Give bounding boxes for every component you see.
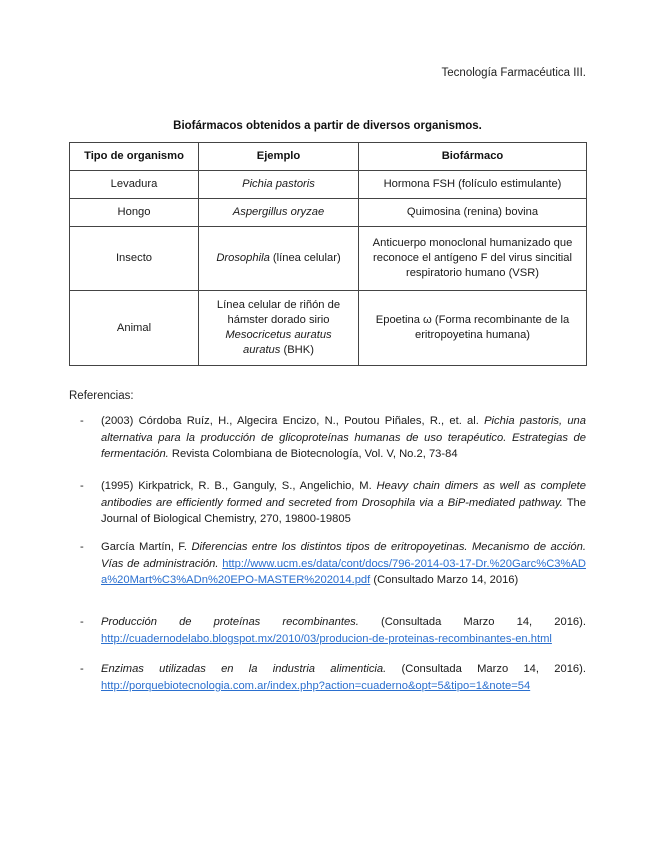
reference-source: The Journal of Biological Chemistry, 270, 19800-19805 bbox=[101, 496, 587, 525]
column-header-biofarmaco: Biofármaco bbox=[359, 143, 587, 171]
reference-title: Diferencias entre los distintos tipos de eritropoyetinas. Mecanismo de acción. Vías de administración. bbox=[101, 541, 586, 570]
cell-ejemplo bbox=[199, 199, 359, 227]
species-name: Aspergillus oryzae bbox=[232, 206, 325, 218]
dash-bullet: - bbox=[80, 663, 84, 675]
dash-bullet: - bbox=[80, 616, 84, 628]
reference-item bbox=[80, 478, 587, 528]
reference-link[interactable]: http://www.ucm.es/data/cont/docs/796-2014-03-17-Dr.%20Garc%C3%ADa%20Mart%C3%ADn%20EPO-MASTER%202014.pdf bbox=[101, 557, 586, 586]
reference-source: Revista Colombiana de Biotecnología, Vol. V, No.2, 73-84 bbox=[168, 448, 458, 460]
reference-citation-line bbox=[101, 614, 586, 631]
cell-ejemplo bbox=[199, 291, 359, 366]
reference-authors: (1995) Kirkpatrick, R. B., Ganguly, S., Angelichio, M. bbox=[101, 480, 377, 492]
reference-title: Enzimas utilizadas en la industria alimenticia. bbox=[101, 663, 387, 675]
cell-organismo: Hongo bbox=[70, 199, 199, 227]
reference-authors: García Martín, F. bbox=[101, 541, 192, 553]
biofarmacos-table bbox=[69, 142, 587, 366]
species-name: Pichia pastoris bbox=[242, 178, 315, 190]
references-heading: Referencias: bbox=[69, 390, 134, 402]
reference-title: Heavy chain dimers as well as complete antibodies are efficiently formed and secreted from Drosophila via a BiP-mediated pathway. bbox=[101, 480, 586, 509]
reference-item bbox=[80, 413, 586, 463]
reference-title: Producción de proteínas recombinantes. bbox=[101, 616, 359, 628]
ejemplo-detail: (BHK) bbox=[280, 344, 314, 356]
column-header-tipo: Tipo de organismo bbox=[70, 143, 199, 171]
column-header-ejemplo: Ejemplo bbox=[199, 143, 359, 171]
cell-ejemplo bbox=[199, 171, 359, 199]
dash-bullet: - bbox=[80, 480, 84, 492]
course-header: Tecnología Farmacéutica III. bbox=[441, 67, 586, 79]
cell-organismo: Animal bbox=[70, 291, 199, 366]
ejemplo-prefix: Línea celular de riñón de hámster dorado sirio bbox=[216, 299, 341, 326]
reference-accessed: (Consultada Marzo 14, 2016). bbox=[358, 616, 586, 628]
reference-item bbox=[80, 661, 586, 694]
table-header-row bbox=[70, 143, 587, 171]
cell-biofarmaco: Anticuerpo monoclonal humanizado que reconoce el antígeno F del virus sincitial respiratorio humano (VSR) bbox=[359, 227, 587, 291]
cell-organismo: Levadura bbox=[70, 171, 199, 199]
reference-link[interactable]: http://cuadernodelabo.blogspot.mx/2010/03/producion-de-proteinas-recombinantes-en.html bbox=[101, 632, 552, 645]
reference-link[interactable]: http://porquebiotecnologia.com.ar/index.php?action=cuaderno&opt=5&tipo=1&note=54 bbox=[101, 679, 531, 692]
cell-ejemplo bbox=[199, 227, 359, 291]
table-row bbox=[70, 291, 587, 366]
reference-accessed: (Consultada Marzo 14, 2016). bbox=[386, 663, 586, 675]
table-row bbox=[70, 199, 587, 227]
table-title: Biofármacos obtenidos a partir de diversos organismos. bbox=[173, 120, 482, 132]
reference-title: Pichia pastoris, una alternativa para la producción de glicoproteínas humanas de uso terapéutico. Estrategias de fermentación. bbox=[101, 415, 586, 460]
ejemplo-detail: (línea celular) bbox=[269, 252, 341, 264]
dash-bullet: - bbox=[80, 541, 84, 553]
cell-biofarmaco: Epoetina ω (Forma recombinante de la eritropoyetina humana) bbox=[359, 291, 587, 366]
species-name: Mesocricetus auratus auratus bbox=[225, 329, 332, 356]
reference-item bbox=[80, 539, 586, 589]
cell-biofarmaco: Quimosina (renina) bovina bbox=[359, 199, 587, 227]
table-row bbox=[70, 171, 587, 199]
cell-biofarmaco: Hormona FSH (folículo estimulante) bbox=[359, 171, 587, 199]
table-row bbox=[70, 227, 587, 291]
reference-accessed: (Consultado Marzo 14, 2016) bbox=[370, 574, 519, 586]
reference-citation-line bbox=[101, 661, 586, 678]
species-name: Drosophila bbox=[216, 252, 270, 264]
reference-authors: (2003) Córdoba Ruíz, H., Algecira Encizo, N., Poutou Piñales, R., et. al. bbox=[101, 415, 485, 427]
cell-organismo: Insecto bbox=[70, 227, 199, 291]
reference-item bbox=[80, 614, 586, 647]
dash-bullet: - bbox=[80, 415, 84, 427]
